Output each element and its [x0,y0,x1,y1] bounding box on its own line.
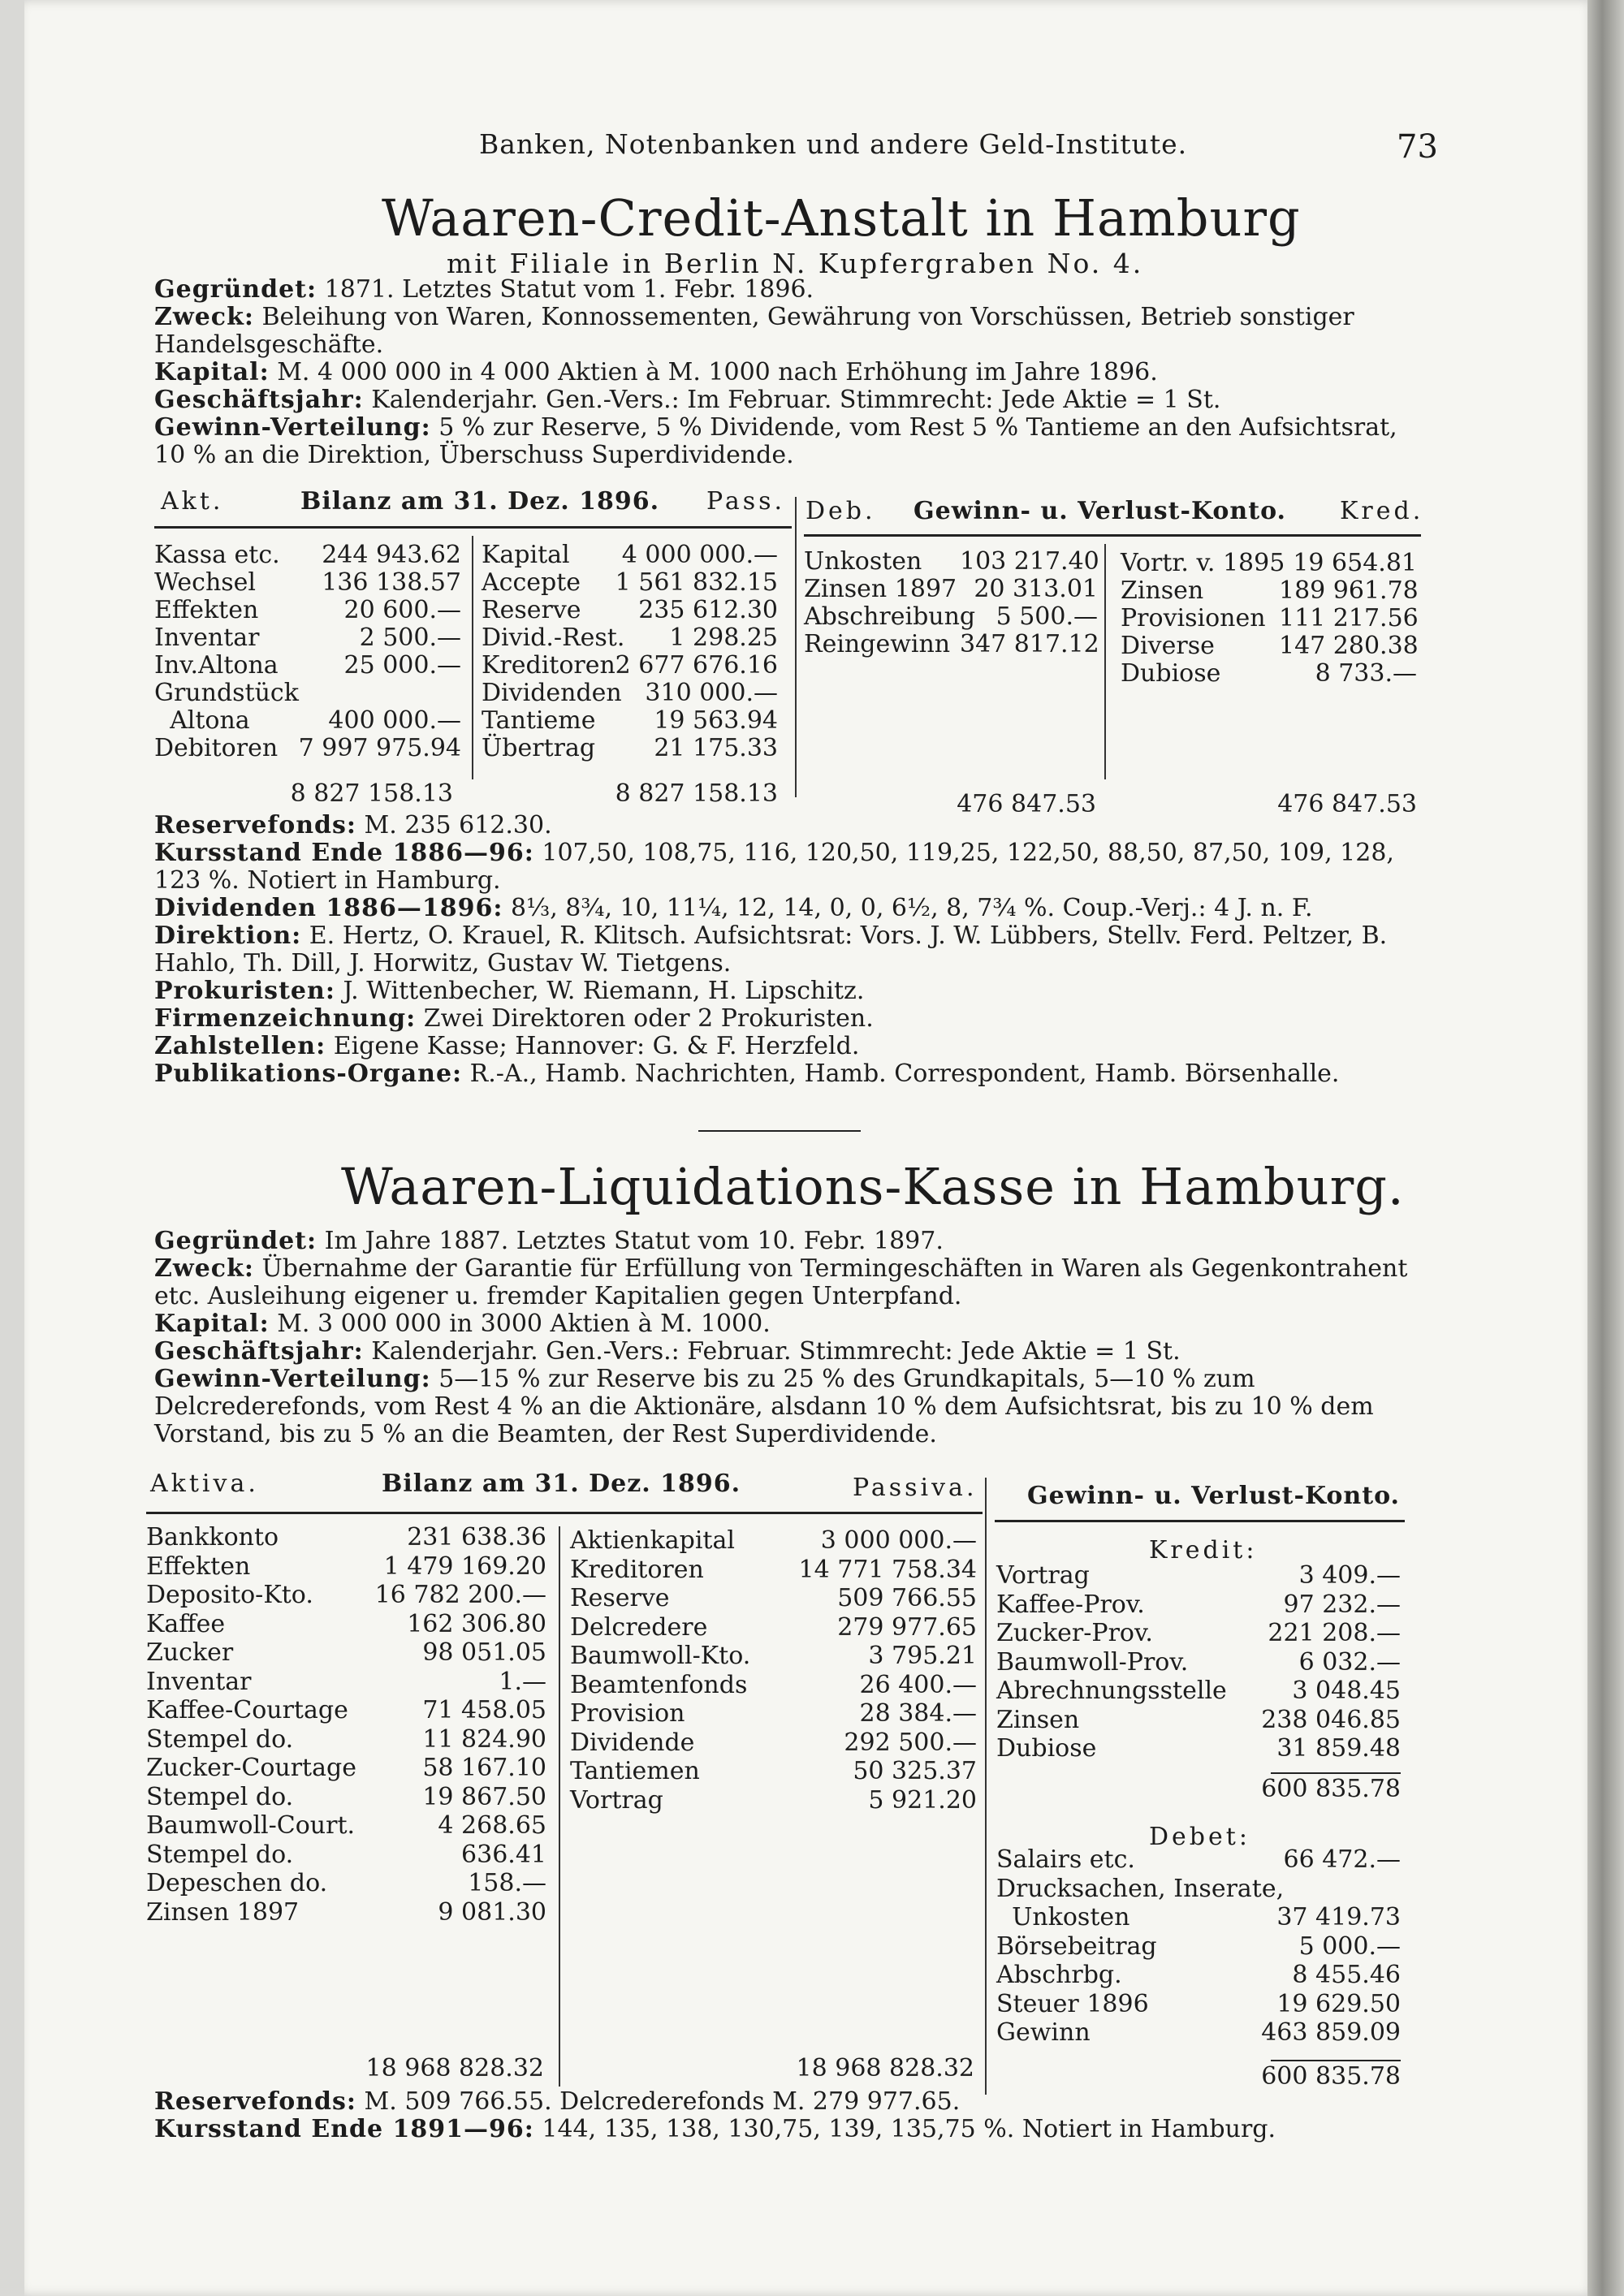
ledger-value: 14 771 758.34 [798,1555,977,1584]
ledger-label: Dividenden [482,679,622,707]
bilanz2-left-header: Aktiva. [150,1470,259,1498]
ledger-label: Diverse [1121,632,1215,660]
ledger-label: Zinsen 1897 [146,1897,300,1927]
para-prokuristen: Prokuristen: J. Wittenbecher, W. Riemann, H. Lipschitz. [154,977,865,1005]
ledger-value: 28 384.— [859,1699,977,1728]
ledger-label: Delcredere [570,1612,708,1642]
ledger-value: 3 795.21 [868,1642,977,1670]
para-kursstand: Kursstand Ende 1886—96: 107,50, 108,75, 116, 120,50, 119,25, 122,50, 88,50, 87,50, 109, 128, 123 %. Notiert in Hamburg. [154,839,1394,895]
ledger-label: Baumwoll-Prov. [996,1647,1189,1677]
section1-details [154,812,1421,1088]
ledger-value: 292 500.— [844,1728,977,1757]
ledger-label: Börsebeitrag [996,1931,1157,1961]
ledger-label: Stempel do. [146,1724,294,1754]
ledger-value: 31 859.48 [1276,1734,1401,1763]
ledger-value: 2 500.— [359,624,461,652]
guv1-top-rule [804,534,1421,537]
ledger-label: Zinsen [1121,576,1204,605]
bilanz1-right-header: Pass. [706,487,786,516]
ledger-value: 11 824.90 [422,1724,546,1754]
ledger-label: Abrechnungsstelle [996,1677,1227,1705]
ledger-label: Unkosten [804,547,922,576]
section2-title: Waaren-Liquidations-Kasse in Hamburg. [341,1157,1405,1216]
guv1-total-credit: 476 847.53 [1277,790,1417,818]
ledger-value: 103 217.40 [960,547,1099,576]
ledger-value: 4 268.65 [438,1811,546,1840]
section2-paragraphs [154,1228,1421,1448]
para2-gegruendet: Gegründet: Im Jahre 1887. Letztes Statut vom 10. Febr. 1897. [154,1227,944,1255]
ledger-value: 221 208.— [1268,1619,1401,1647]
ledger-label: Zucker-Prov. [996,1619,1153,1647]
ledger-label: Provisionen [1121,604,1266,632]
ledger-label: Kassa etc. [154,541,280,569]
book-spine-shadow [1587,0,1624,2296]
ledger-label: Kaffee-Prov. [996,1590,1145,1619]
ledger-value: 111 217.56 [1279,604,1419,632]
ledger-label: Kreditoren [482,651,615,680]
ledger-value: 147 280.38 [1279,632,1419,660]
para2-gewinn-verteilung: Gewinn-Verteilung: 5—15 % zur Reserve bis zu 25 % des Grundkapitals, 5—10 % zum Delcrederefonds, vom Rest 4 % an die Aktionäre, alsdann 10 % dem Aufsichtsrat, bis zu 10 % dem Vorstand, bis zu 5 % an die Beamten, der Rest Superdividende. [154,1365,1374,1448]
guv1-left-header: Deb. [806,497,876,525]
para-gewinn-verteilung: Gewinn-Verteilung: 5 % zur Reserve, 5 % Dividende, vom Rest 5 % Tantieme an den Aufsichtsrat, 10 % an die Direktion, Überschuss Superdividende. [154,413,1397,469]
ledger-label: Inv.Altona [154,651,279,680]
para-zahlstellen: Zahlstellen: Eigene Kasse; Hannover: G. & F. Herzfeld. [154,1032,860,1060]
ledger-value: 25 000.— [343,651,461,680]
para-direktion: Direktion: E. Hertz, O. Krauel, R. Klitsch. Aufsichtsrat: Vors. J. W. Lübbers, Stellv. Ferd. Peltzer, B. Hahlo, Th. Dill, J. Horwitz, Gustav W. Tietgens. [154,921,1388,978]
bilanz2-mid-rule [559,1526,560,2087]
ledger-label: Effekten [146,1552,251,1581]
guv1-right-header: Kred. [1340,497,1424,525]
para2-kursstand: Kursstand Ende 1891—96: 144, 135, 138, 130,75, 139, 135,75 %. Notiert in Hamburg. [154,2115,1276,2143]
ledger-label: Stempel do. [146,1840,294,1869]
ledger-value: 244 943.62 [322,541,461,569]
ledger-value: 37 419.73 [1276,1903,1401,1931]
ledger-label: Beamtenfonds [570,1670,748,1699]
ledger-value: 20 600.— [343,596,461,624]
guv2-debet-total: 600 835.78 [1261,2062,1401,2091]
ledger-label: Debitoren [154,734,279,762]
ledger-value: 238 046.85 [1261,1705,1401,1734]
bilanz1-top-rule [154,526,792,529]
ledger-value: 1 298.25 [669,624,778,652]
ledger-label: Altona [154,706,250,735]
ledger-value: 189 961.78 [1279,576,1419,605]
ledger-value: 2 677 676.16 [615,651,778,680]
ledger-value: 3 048.45 [1292,1677,1401,1705]
ledger-label: Zinsen 1897 [804,575,957,603]
bilanz2-right-header: Passiva. [853,1474,978,1502]
ledger-label: Abschreibung [804,602,976,631]
ledger-value: 16 782 200.— [374,1581,546,1609]
ledger-value: 7 997 975.94 [298,734,461,762]
ledger-label: Abschrbg. [996,1961,1122,1989]
ledger-label: Dubiose [996,1734,1097,1763]
ledger-label: Aktienkapital [570,1526,735,1555]
ledger-label: Kapital [482,541,570,569]
ledger-value: 1 479 169.20 [383,1552,546,1581]
para-firmenzeichnung: Firmenzeichnung: Zwei Direktoren oder 2 Prokuristen. [154,1004,874,1033]
guv1-title: Gewinn- u. Verlust-Konto. [914,497,1286,525]
ledger-value: 3 409.— [1298,1561,1401,1590]
ledger-label: Stempel do. [146,1782,294,1811]
para-geschaeftsjahr: Geschäftsjahr: Kalenderjahr. Gen.-Vers.: Im Februar. Stimmrecht: Jede Aktie = 1 St. [154,386,1221,414]
ledger-label: Zucker-Courtage [146,1754,356,1782]
ledger-label: Kaffee [146,1609,226,1638]
ledger-label: Accepte [482,568,581,597]
ledger-label: Depeschen do. [146,1869,328,1897]
guv2-debet-rule [1271,2060,1401,2061]
ledger-label: Übertrag [482,734,596,762]
ledger-label: Bankkonto [146,1523,279,1552]
bilanz2-total-aktiva: 18 968 828.32 [365,2054,544,2082]
guv2-debet-header: Debet: [1149,1823,1250,1851]
document-page [24,0,1596,2296]
ledger-value: 97 232.— [1283,1590,1401,1619]
para2-geschaeftsjahr: Geschäftsjahr: Kalenderjahr. Gen.-Vers.: Februar. Stimmrecht: Jede Aktie = 1 St. [154,1337,1181,1366]
ledger-value: 8 733.— [1315,659,1417,688]
bilanz2-total-passiva: 18 968 828.32 [796,2054,974,2082]
ledger-value: 19 629.50 [1276,1989,1401,2018]
ledger-label: Vortr. v. 1895 [1121,549,1285,577]
para-publikations-organe: Publikations-Organe: R.-A., Hamb. Nachrichten, Hamb. Correspondent, Hamb. Börsenhalle. [154,1060,1340,1088]
ledger-label: Dubiose [1121,659,1221,688]
ledger-label: Deposito-Kto. [146,1581,313,1609]
ledger-label: Salairs etc. [996,1845,1135,1874]
ledger-value: 636.41 [461,1840,546,1869]
guv2-title: Gewinn- u. Verlust-Konto. [1027,1482,1400,1510]
ledger-value: 509 766.55 [837,1584,977,1612]
tables2-divider [985,1478,987,2095]
ledger-value: 19 867.50 [422,1782,546,1811]
ledger-label: Dividende [570,1728,695,1757]
ledger-value: 1 561 832.15 [615,568,778,597]
ledger-label: Vortrag [570,1785,663,1815]
ledger-label: Baumwoll-Court. [146,1811,356,1840]
ledger-value: 98 051.05 [422,1638,546,1667]
ledger-label: Unkosten [996,1903,1130,1931]
guv1-total-debit: 476 847.53 [957,790,1096,818]
ledger-value: 158.— [468,1869,546,1897]
ledger-value: 279 977.65 [837,1612,977,1642]
ledger-label: Kaffee-Courtage [146,1696,348,1724]
ledger-value: 235 612.30 [638,596,778,624]
ledger-value: 310 000.— [645,679,778,707]
bilanz1-mid-rule [472,536,473,779]
section-divider [698,1130,861,1132]
para2-zweck: Zweck: Übernahme der Garantie für Erfüllung von Termingeschäften in Waren als Gegenkontrahent etc. Ausleihung eigener u. fremder Kapitalien gegen Unterpfand. [154,1254,1408,1310]
page-number: 73 [1397,128,1438,166]
para-dividenden: Dividenden 1886—1896: 8⅓, 8¾, 10, 11¼, 12, 14, 0, 0, 6½, 8, 7¾ %. Coup.-Verj.: 4 J. n. F. [154,894,1313,922]
tables1-divider [795,497,797,797]
ledger-value: 463 859.09 [1261,2018,1401,2047]
ledger-value: 231 638.36 [407,1523,546,1552]
ledger-value: 5 000.— [1298,1931,1401,1961]
bilanz2-top-rule [146,1512,983,1514]
ledger-value: 400 000.— [328,706,461,735]
guv1-mid-rule [1104,544,1106,779]
section1-title: Waaren-Credit-Anstalt in Hamburg [382,188,1301,248]
ledger-value: 19 654.81 [1293,549,1417,577]
ledger-label: Zinsen [996,1705,1080,1734]
ledger-label: Zucker [146,1638,234,1667]
ledger-label: Baumwoll-Kto. [570,1642,751,1670]
ledger-value: 136 138.57 [322,568,461,597]
ledger-value: 58 167.10 [422,1754,546,1782]
ledger-value: 8 455.46 [1292,1961,1401,1989]
ledger-label: Divid.-Rest. [482,624,625,652]
section1-paragraphs [154,276,1421,469]
ledger-label: Reserve [482,596,581,624]
ledger-value: 20 313.01 [974,575,1098,603]
ledger-label: Inventar [146,1667,252,1696]
section2-details [154,2088,1421,2143]
bilanz1-total-aktiva: 8 827 158.13 [290,779,453,808]
ledger-value: 66 472.— [1283,1845,1401,1874]
bilanz1-title: Bilanz am 31. Dez. 1896. [300,487,660,516]
ledger-label: Wechsel [154,568,257,597]
ledger-value: 6 032.— [1298,1647,1401,1677]
ledger-label: Reingewinn [804,630,951,658]
ledger-value: 50 325.37 [853,1757,977,1785]
running-header: Banken, Notenbanken und andere Geld-Institute. [479,128,1188,160]
ledger-label: Drucksachen, Inserate, [996,1874,1285,1903]
ledger-value: 1.— [499,1667,546,1696]
ledger-value: 5 921.20 [868,1785,977,1815]
ledger-label: Steuer 1896 [996,1989,1149,2018]
ledger-label: Grundstück [154,679,299,707]
para-gegruendet: Gegründet: 1871. Letztes Statut vom 1. Febr. 1896. [154,275,814,304]
ledger-value: 347 817.12 [960,630,1099,658]
ledger-label: Provision [570,1699,685,1728]
ledger-label: Inventar [154,624,260,652]
ledger-value: 3 000 000.— [820,1526,977,1555]
para-kapital: Kapital: M. 4 000 000 in 4 000 Aktien à M. 1000 nach Erhöhung im Jahre 1896. [154,358,1158,386]
ledger-label: Tantiemen [570,1757,700,1785]
ledger-value: 21 175.33 [654,734,778,762]
guv2-top-rule [995,1520,1405,1522]
para2-reservefonds: Reservefonds: M. 509 766.55. Delcrederefonds M. 279 977.65. [154,2087,961,2116]
ledger-value: 9 081.30 [438,1897,546,1927]
ledger-label: Reserve [570,1584,670,1612]
ledger-label: Effekten [154,596,259,624]
bilanz1-left-header: Akt. [161,487,224,516]
guv2-kredit-total: 600 835.78 [1261,1775,1401,1803]
guv2-kredit-header: Kredit: [1149,1536,1258,1564]
ledger-value: 26 400.— [859,1670,977,1699]
ledger-value: 5 500.— [996,602,1098,631]
para-zweck: Zweck: Beleihung von Waren, Konnossementen, Gewährung von Vorschüssen, Betrieb sonstiger Handelsgeschäfte. [154,303,1354,359]
ledger-value: 71 458.05 [422,1696,546,1724]
section1-subtitle: mit Filiale in Berlin N. Kupfergraben No. 4. [447,248,1144,279]
ledger-value: 4 000 000.— [621,541,778,569]
para-reservefonds: Reservefonds: M. 235 612.30. [154,811,552,839]
bilanz1-total-passiva: 8 827 158.13 [615,779,778,808]
para2-kapital: Kapital: M. 3 000 000 in 3000 Aktien à M. 1000. [154,1310,771,1338]
ledger-label: Kreditoren [570,1555,704,1584]
ledger-value: 162 306.80 [407,1609,546,1638]
ledger-value: 19 563.94 [654,706,778,735]
bilanz2-title: Bilanz am 31. Dez. 1896. [382,1470,741,1498]
ledger-label: Tantieme [482,706,596,735]
guv2-kredit-rule [1271,1772,1401,1774]
ledger-label: Vortrag [996,1561,1090,1590]
ledger-label: Gewinn [996,2018,1091,2047]
